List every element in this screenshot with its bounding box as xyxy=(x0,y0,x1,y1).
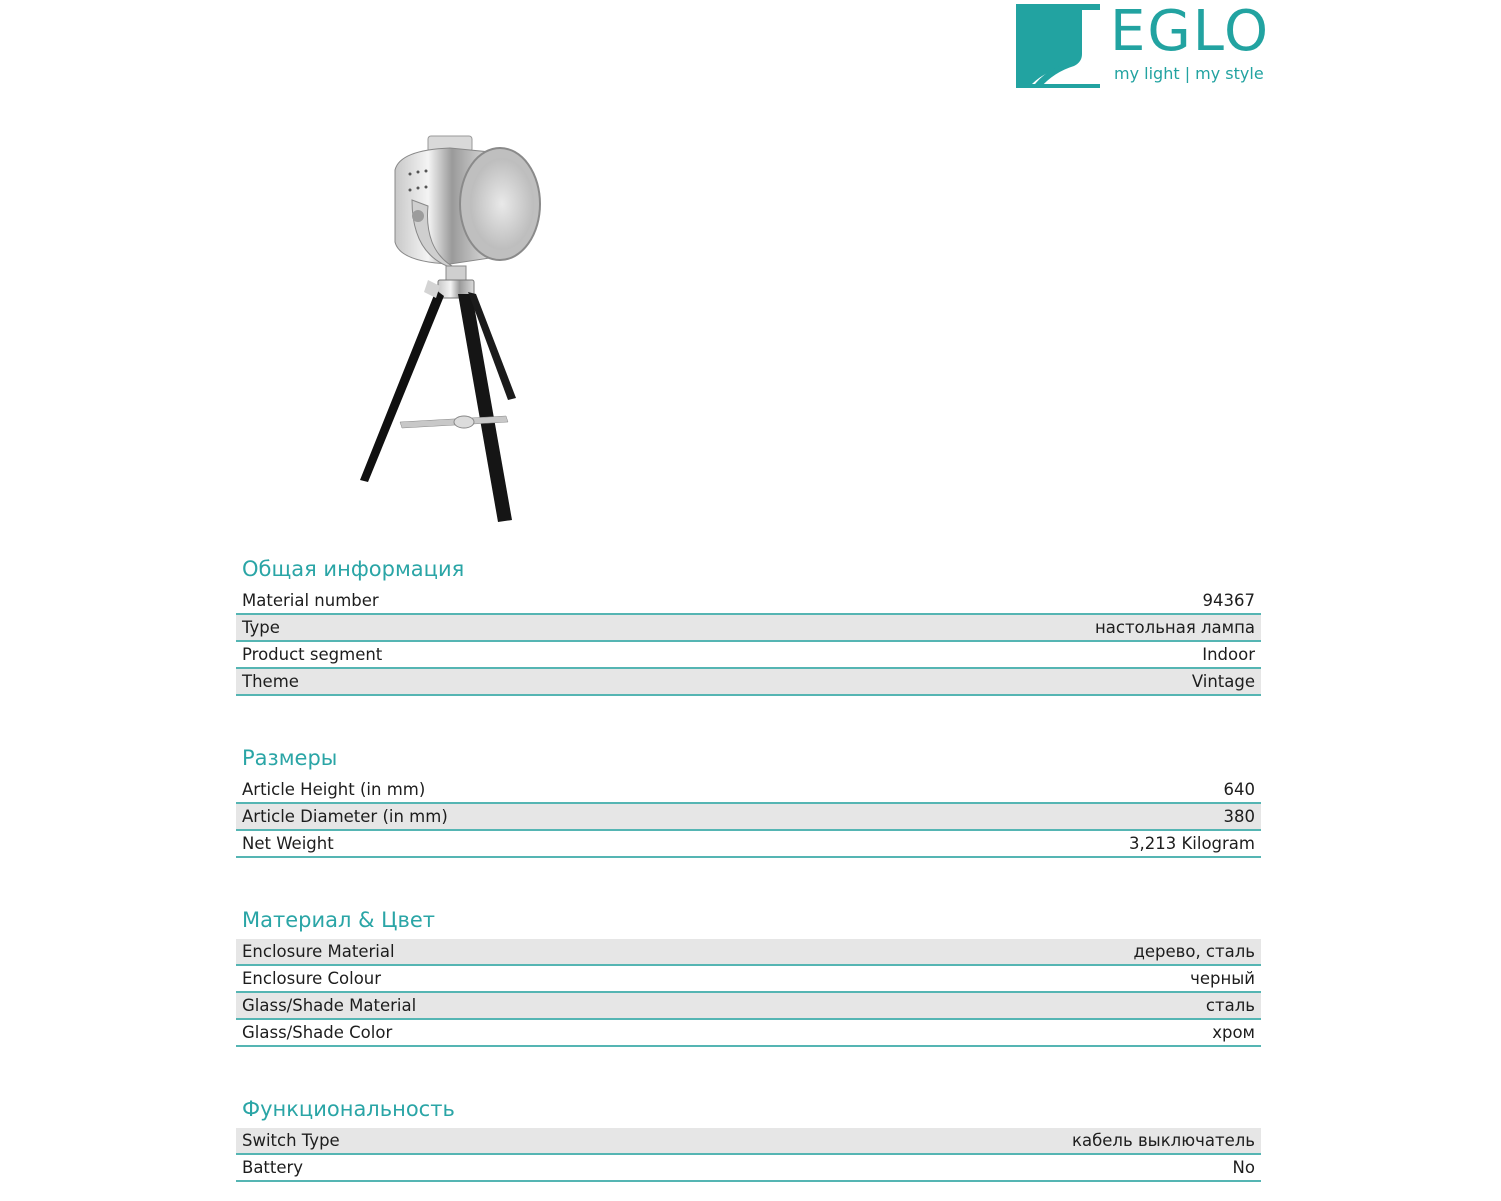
table-row xyxy=(236,831,1261,858)
section-title: Материал & Цвет xyxy=(242,908,435,932)
row-value: хром xyxy=(1212,1023,1255,1042)
section-title: Общая информация xyxy=(242,557,465,581)
row-label: Glass/Shade Material xyxy=(242,996,417,1015)
row-value: Vintage xyxy=(1191,672,1255,691)
section-material-color xyxy=(236,907,1261,1047)
row-label: Glass/Shade Color xyxy=(242,1023,393,1042)
table-row xyxy=(236,804,1261,831)
table-row xyxy=(236,615,1261,642)
table-row xyxy=(236,993,1261,1020)
tripod-spotlight-table-lamp-icon xyxy=(340,130,560,530)
section-title: Функциональность xyxy=(242,1097,455,1121)
row-value: 640 xyxy=(1223,780,1255,799)
row-value: Indoor xyxy=(1202,645,1255,664)
table-row xyxy=(236,939,1261,966)
table-row xyxy=(236,588,1261,615)
eglo-logo-mark-icon xyxy=(1016,4,1100,88)
table-row xyxy=(236,1020,1261,1047)
row-value: дерево, сталь xyxy=(1133,942,1255,961)
section-title: Размеры xyxy=(242,746,338,770)
row-label: Type xyxy=(242,618,280,637)
row-value: 3,213 Kilogram xyxy=(1128,834,1255,853)
table-row xyxy=(236,1128,1261,1155)
table-row xyxy=(236,966,1261,993)
row-value: No xyxy=(1232,1158,1255,1177)
row-label: Article Diameter (in mm) xyxy=(242,807,448,826)
row-value: 94367 xyxy=(1202,591,1255,610)
row-label: Enclosure Colour xyxy=(242,969,382,988)
row-label: Battery xyxy=(242,1158,304,1177)
table-row xyxy=(236,1155,1261,1182)
row-value: черный xyxy=(1190,969,1255,988)
brand-name: EGLO xyxy=(1110,0,1271,64)
brand-tagline: my light | my style xyxy=(1114,64,1264,83)
row-label: Theme xyxy=(242,672,299,691)
section-general-info xyxy=(236,556,1261,696)
row-label: Product segment xyxy=(242,645,383,664)
table-row xyxy=(236,642,1261,669)
row-label: Switch Type xyxy=(242,1131,340,1150)
row-label: Net Weight xyxy=(242,834,334,853)
row-value: кабель выключатель xyxy=(1072,1131,1255,1150)
section-functionality xyxy=(236,1096,1261,1182)
row-label: Material number xyxy=(242,591,379,610)
table-row xyxy=(236,669,1261,696)
row-label: Article Height (in mm) xyxy=(242,780,426,799)
row-value: 380 xyxy=(1223,807,1255,826)
eglo-logo xyxy=(1016,0,1271,88)
section-dimensions xyxy=(236,745,1261,858)
row-value: сталь xyxy=(1205,996,1255,1015)
row-label: Enclosure Material xyxy=(242,942,395,961)
table-row xyxy=(236,777,1261,804)
row-value: настольная лампа xyxy=(1094,618,1255,637)
